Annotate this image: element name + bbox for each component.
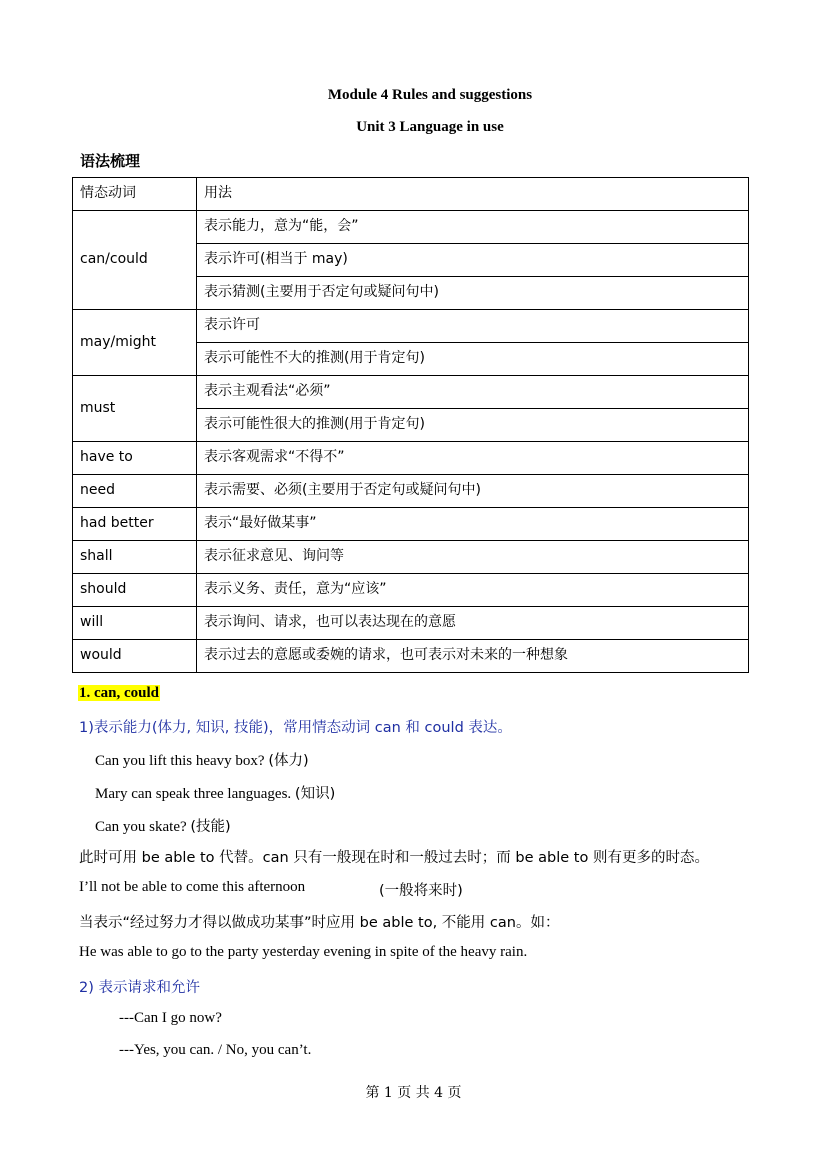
example-line <box>95 815 231 836</box>
modal-verbs-table <box>72 177 749 673</box>
usage-cell: 表示询问、请求，也可以表达现在的意愿 <box>197 607 749 640</box>
table-row <box>73 310 749 343</box>
example-english: Can you lift this heavy box? <box>95 753 269 769</box>
table-header-usage: 用法 <box>197 178 749 211</box>
highlighted-heading: 1. can, could <box>79 685 160 701</box>
table-row <box>73 508 749 541</box>
usage-cell: 表示可能性很大的推测(用于肯定句) <box>197 409 749 442</box>
example-line <box>95 749 309 770</box>
usage-cell: 表示客观需求“不得不” <box>197 442 749 475</box>
example-note: (技能) <box>190 819 231 835</box>
modal-cell: have to <box>73 442 197 475</box>
usage-cell: 表示许可 <box>197 310 749 343</box>
usage-cell: 表示许可(相当于 may) <box>197 244 749 277</box>
modal-cell: will <box>73 607 197 640</box>
document-subtitle: Unit 3 Language in use <box>356 119 504 135</box>
section-1-heading <box>78 685 160 702</box>
modal-cell: must <box>73 376 197 442</box>
modal-cell: shall <box>73 541 197 574</box>
usage-cell: 表示“最好做某事” <box>197 508 749 541</box>
point-request-permission: 2) 表示请求和允许 <box>79 980 200 996</box>
table-header-row <box>73 178 749 211</box>
dialog-line: ---Yes, you can. / No, you can’t. <box>119 1042 312 1058</box>
note-effort: 当表示“经过努力才得以做成功某事”时应用 be able to, 不能用 can。如： <box>79 915 560 931</box>
example-note: (知识) <box>294 786 336 802</box>
modal-cell: should <box>73 574 197 607</box>
example-note: (一般将来时) <box>379 883 463 899</box>
page-footer: 第 1 页 共 4 页 <box>365 1085 462 1101</box>
table-row <box>73 640 749 673</box>
usage-cell: 表示能力，意为“能，会” <box>197 211 749 244</box>
usage-cell: 表示可能性不大的推测(用于肯定句) <box>197 343 749 376</box>
usage-cell: 表示过去的意愿或委婉的请求，也可表示对未来的一种想象 <box>197 640 749 673</box>
example-english: I’ll not be able to come this afternoon <box>79 879 306 895</box>
table-header-modal: 情态动词 <box>73 178 197 211</box>
example-note: (体力) <box>268 753 309 769</box>
table-row <box>73 607 749 640</box>
table-row <box>73 541 749 574</box>
table-row <box>73 574 749 607</box>
modal-cell: had better <box>73 508 197 541</box>
note-be-able-to: 此时可用 be able to 代替。can 只有一般现在时和一般过去时；而 be able to 则有更多的时态。 <box>79 850 709 866</box>
example-line <box>95 782 335 803</box>
table-row <box>73 475 749 508</box>
usage-cell: 表示义务、责任，意为“应该” <box>197 574 749 607</box>
modal-cell: need <box>73 475 197 508</box>
usage-cell: 表示需要、必须(主要用于否定句或疑问句中) <box>197 475 749 508</box>
example-party: He was able to go to the party yesterday evening in spite of the heavy rain. <box>79 944 528 960</box>
table-row <box>73 376 749 409</box>
modal-cell: would <box>73 640 197 673</box>
table-row <box>73 442 749 475</box>
point-ability: 1)表示能力(体力, 知识, 技能)，常用情态动词 can 和 could 表达。 <box>79 720 512 736</box>
example-english: Can you skate? <box>95 819 191 835</box>
example-english: Mary can speak three languages. <box>95 786 295 802</box>
usage-cell: 表示征求意见、询问等 <box>197 541 749 574</box>
table-row <box>73 211 749 244</box>
dialog-line: ---Can I go now? <box>119 1010 222 1026</box>
usage-cell: 表示猜测(主要用于否定句或疑问句中) <box>197 277 749 310</box>
modal-cell: may/might <box>73 310 197 376</box>
modal-cell: can/could <box>73 211 197 310</box>
section-heading: 语法梳理 <box>80 152 141 170</box>
document-title: Module 4 Rules and suggestions <box>327 87 533 103</box>
example-future <box>79 879 463 899</box>
usage-cell: 表示主观看法“必须” <box>197 376 749 409</box>
